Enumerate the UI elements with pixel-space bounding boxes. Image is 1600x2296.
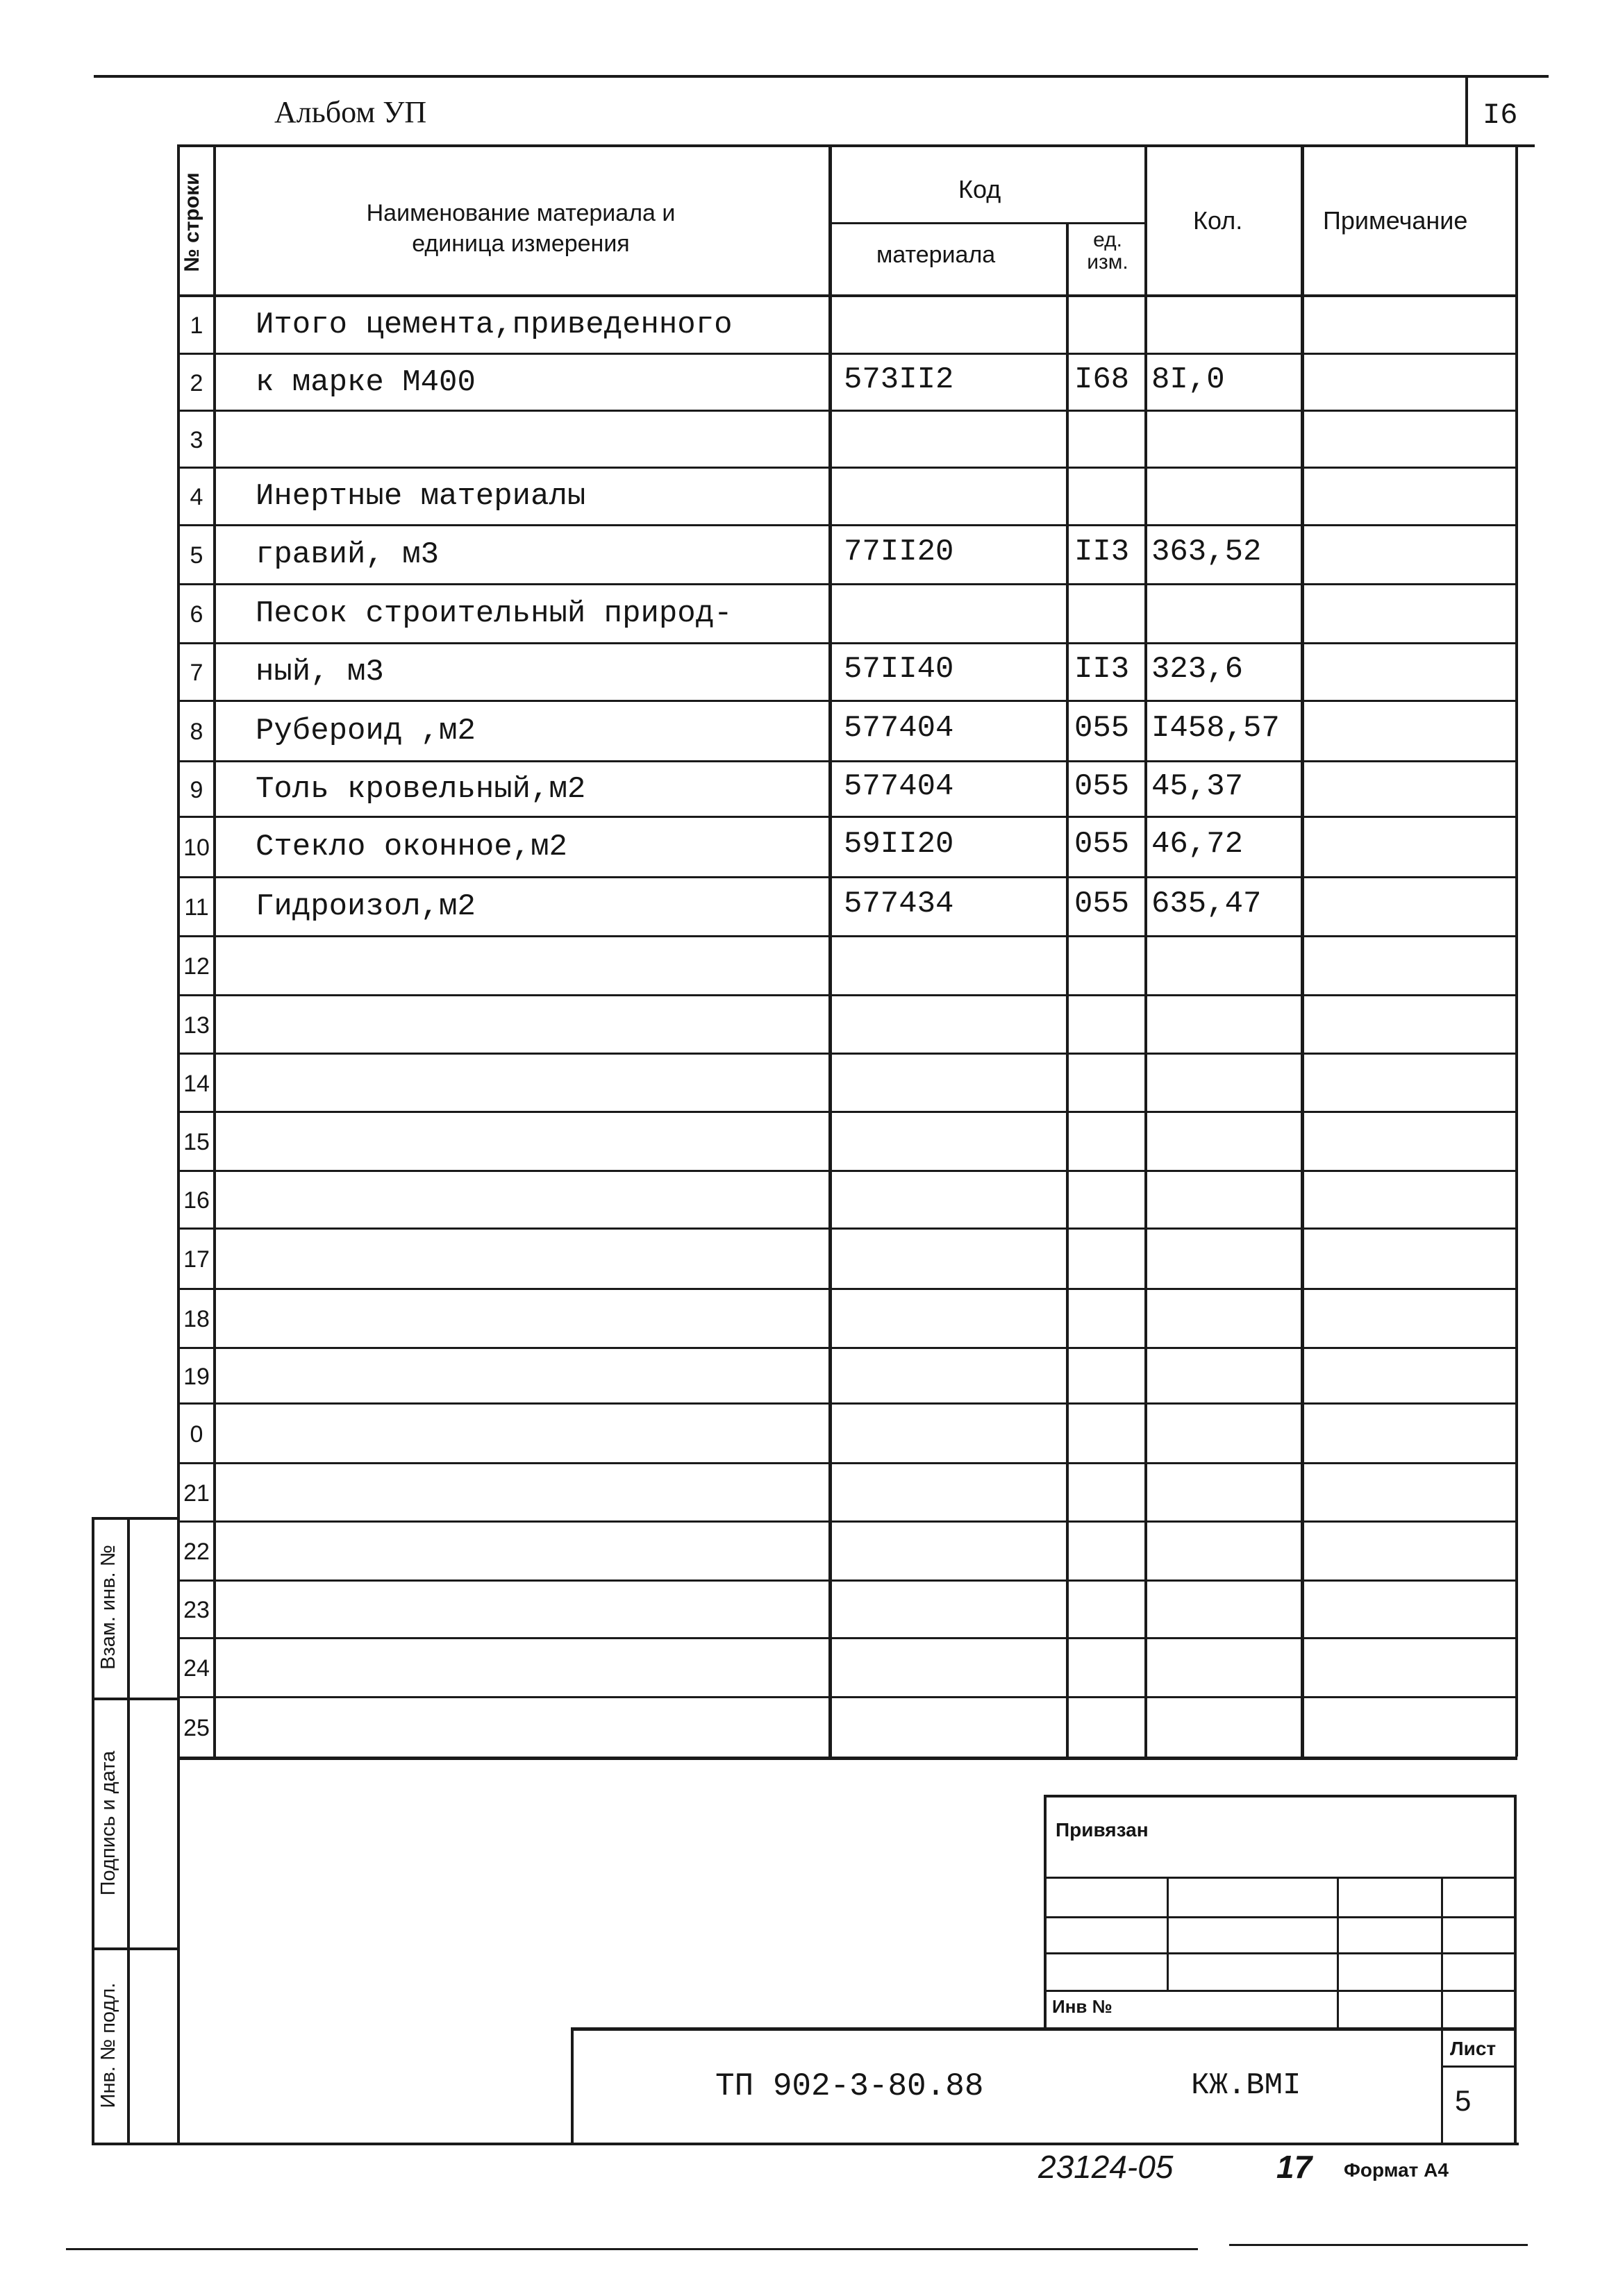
row-number: 1 (190, 312, 203, 339)
row-separator (177, 1111, 1517, 1113)
row-number: 25 (183, 1715, 210, 1741)
quantity: I458,57 (1151, 711, 1280, 746)
quantity: 45,37 (1151, 769, 1244, 804)
row-number: 16 (183, 1187, 210, 1214)
row-separator (177, 353, 1517, 355)
header-row-number: № строки (181, 172, 203, 272)
row-separator (177, 1402, 1517, 1405)
row-number: 2 (190, 369, 203, 396)
unit-code: 055 (1074, 769, 1130, 804)
doc-row-top (571, 2027, 1517, 2031)
stamp-div-1 (92, 1698, 178, 1700)
row-number: 18 (183, 1306, 210, 1332)
stamp-inner-left (127, 1517, 130, 2145)
material-code: 77II20 (844, 535, 954, 569)
quantity: 363,52 (1151, 535, 1262, 569)
row-number: 4 (190, 484, 203, 510)
row-separator (177, 700, 1517, 702)
row-separator (177, 524, 1517, 526)
header-material-name (229, 198, 812, 259)
table-bottom-line (177, 1757, 1517, 1760)
row-separator (177, 1462, 1517, 1464)
header-bottom-line (177, 294, 1517, 297)
row-number: 23 (183, 1597, 210, 1623)
header-material-name-text: Наименование материала и единица измерения (366, 200, 676, 257)
material-name: ный, м3 (256, 655, 384, 689)
footer-copy-no: 17 (1276, 2149, 1312, 2185)
tb-h2 (1044, 1916, 1516, 1918)
quantity: 635,47 (1151, 887, 1262, 921)
row-number: 9 (190, 776, 203, 803)
material-name: Толь кровельный,м2 (256, 771, 586, 807)
row-separator (177, 816, 1517, 818)
tb-v2 (1337, 1877, 1339, 2029)
stamp-original-inv: Инв. № подл. (97, 1982, 119, 2109)
header-code-group: Код (958, 175, 1001, 203)
material-name: Песок строительный природ- (256, 596, 733, 631)
material-name: Гидроизол,м2 (256, 889, 476, 924)
material-name: к марке М400 (256, 364, 476, 400)
header-note: Примечание (1323, 206, 1468, 235)
row-number: 7 (190, 660, 203, 686)
row-number: 6 (190, 601, 203, 628)
material-name: Инертные материалы (256, 479, 586, 514)
row-number: 22 (183, 1539, 210, 1565)
quantity: 46,72 (1151, 827, 1244, 862)
row-separator (177, 876, 1517, 878)
tb-h1 (1044, 1877, 1516, 1879)
doc-code: ТП 902-3-80.88 (715, 2068, 984, 2104)
stamp-replace-inv: Взам. инв. № (97, 1545, 119, 1670)
row-separator (177, 935, 1517, 937)
unit-code: 055 (1074, 711, 1130, 746)
sheet-value: 5 (1455, 2084, 1472, 2117)
stamp-top (92, 1517, 178, 1520)
row-separator (177, 1170, 1517, 1172)
row-separator (177, 410, 1517, 412)
bottom-cut-line-right (1229, 2244, 1528, 2246)
page-number: I6 (1483, 99, 1518, 132)
row-number: 17 (183, 1246, 210, 1273)
quantity: 323,6 (1151, 652, 1244, 687)
header-unit-code: ед. изм. (1087, 228, 1128, 274)
material-name: Итого цемента,приведенного (256, 308, 733, 342)
col-line-qty (1301, 146, 1304, 1760)
unit-code: I68 (1074, 362, 1130, 397)
stamp-div-2 (92, 1947, 178, 1950)
row-number: 11 (184, 894, 209, 921)
code-group-divider (830, 222, 1146, 224)
doc-row-left (571, 2027, 574, 2145)
tb-v1 (1167, 1877, 1169, 1990)
tb-inv-no: Инв № (1052, 1996, 1112, 2017)
row-separator (177, 583, 1517, 585)
page-number-separator (1465, 76, 1468, 146)
row-number: 8 (190, 719, 203, 745)
title-block-right (1514, 1795, 1517, 2145)
row-separator (177, 1347, 1517, 1349)
row-number: 10 (183, 835, 210, 861)
header-underline (177, 144, 1535, 147)
footer-format: Формат А4 (1344, 2159, 1449, 2181)
header-quantity: Кол. (1193, 206, 1243, 235)
row-separator (177, 1637, 1517, 1639)
sheet-label: Лист (1450, 2038, 1497, 2059)
material-name: Стекло оконное,м2 (256, 830, 567, 864)
row-separator (177, 642, 1517, 644)
unit-code: 055 (1074, 827, 1130, 862)
table-right-border (1515, 146, 1518, 1757)
row-separator (177, 1696, 1517, 1698)
title-block-left (1044, 1795, 1047, 2031)
col-line-name (828, 146, 832, 1760)
row-separator (177, 1579, 1517, 1582)
row-number: 24 (183, 1655, 210, 1682)
row-number: 13 (183, 1012, 210, 1039)
material-code: 577404 (844, 711, 954, 746)
footer-order-no: 23124-05 (1038, 2149, 1174, 2185)
material-code: 59II20 (844, 827, 954, 862)
unit-code: 055 (1074, 887, 1130, 921)
tb-h4 (1044, 1990, 1516, 1992)
material-code: 57II40 (844, 652, 954, 687)
stamp-bottom (92, 2143, 1519, 2145)
sheet-label-divider (1441, 2065, 1516, 2068)
col-line-code (1066, 222, 1069, 1760)
stamp-outer-left (92, 1517, 94, 2145)
unit-code: II3 (1074, 535, 1130, 569)
top-border-line (94, 75, 1549, 78)
doc-mark: КЖ.ВМI (1191, 2068, 1301, 2103)
tb-attached: Привязан (1056, 1819, 1149, 1841)
material-name: Рубероид ,м2 (256, 714, 476, 748)
row-separator (177, 1288, 1517, 1290)
row-separator (177, 467, 1517, 469)
col-line-unit (1144, 146, 1147, 1760)
row-separator (177, 1227, 1517, 1230)
tb-v3 (1441, 1877, 1443, 2144)
row-number: 19 (183, 1363, 210, 1390)
row-separator (177, 760, 1517, 762)
material-code: 577434 (844, 887, 954, 921)
row-number: 5 (190, 542, 203, 569)
stamp-signature-date: Подпись и дата (97, 1750, 119, 1896)
unit-code: II3 (1074, 652, 1130, 687)
row-separator (177, 994, 1517, 996)
title-block-top (1044, 1795, 1516, 1798)
album-title: Альбом УП (274, 95, 427, 129)
row-number: 3 (190, 426, 203, 453)
quantity: 8I,0 (1151, 362, 1225, 397)
row-separator (177, 1053, 1517, 1055)
row-number: 12 (183, 953, 210, 980)
tb-h3 (1044, 1952, 1516, 1954)
row-number: 21 (183, 1480, 210, 1507)
row-separator (177, 1520, 1517, 1523)
material-name: гравий, м3 (256, 537, 440, 572)
bottom-cut-line-left (66, 2248, 1198, 2250)
row-number: 15 (183, 1129, 210, 1155)
header-material-code: материала (876, 242, 996, 268)
material-code: 573II2 (844, 362, 954, 397)
row-number: 14 (183, 1070, 210, 1097)
material-code: 577404 (844, 769, 954, 804)
row-number: 0 (190, 1421, 203, 1448)
